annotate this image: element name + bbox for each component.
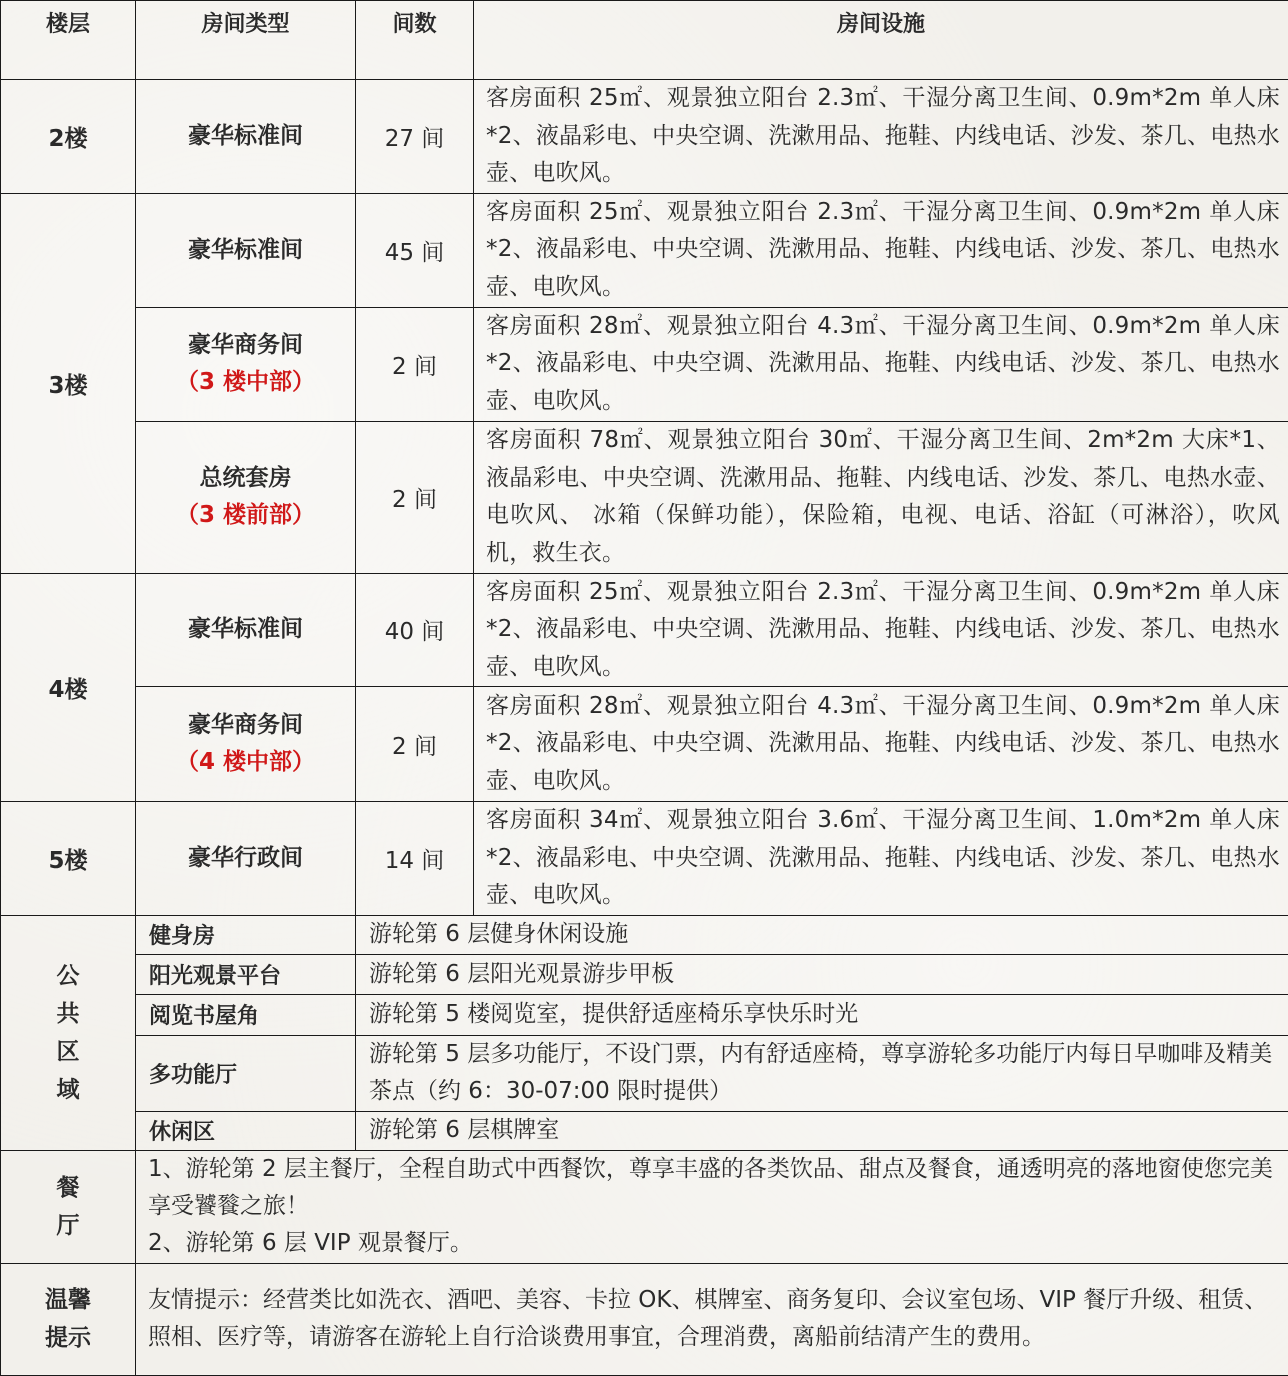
room-location-note: （3 楼前部） (136, 497, 355, 534)
room-location-note: （3 楼中部） (136, 364, 355, 401)
floor-4: 4楼 (1, 573, 136, 802)
tips-row (1, 1263, 1288, 1375)
room-type-name: 豪华商务间 (188, 712, 303, 738)
room-count: 27 间 (356, 80, 474, 194)
room-facilities: 客房面积 78㎡、观景独立阳台 30㎡、干湿分离卫生间、2m*2m 大床*1、液晶彩电、中央空调、洗漱用品、拖鞋、内线电话、沙发、茶几、电热水壶、电吹风、 冰箱（保鲜功能），保险箱，电视、电话、浴缸（可淋浴），吹风机，救生衣。 (474, 421, 1288, 573)
room-type (136, 80, 356, 194)
room-count: 14 间 (356, 802, 474, 916)
tips-label (1, 1263, 136, 1375)
public-area-desc: 游轮第 5 层多功能厅，不设门票，内有舒适座椅，尊享游轮多功能厅内每日早咖啡及精美茶点（约 6：30-07:00 限时提供） (356, 1035, 1288, 1111)
room-type-name: 总统套房 (200, 465, 292, 491)
room-facilities: 客房面积 28㎡、观景独立阳台 4.3㎡、干湿分离卫生间、0.9m*2m 单人床*2、液晶彩电、中央空调、洗漱用品、拖鞋、内线电话、沙发、茶几、电热水壶、电吹风。 (474, 307, 1288, 421)
room-type-name: 豪华商务间 (188, 332, 303, 358)
public-area-row (1, 994, 1288, 1035)
tips-text: 友情提示：经营类比如洗衣、酒吧、美容、卡拉 OK、棋牌室、商务复印、会议室包场、VIP 餐厅升级、租赁、照相、医疗等，请游客在游轮上自行洽谈费用事宜，合理消费，离船前结清产生的费用。 (136, 1263, 1288, 1375)
header-room-type: 房间类型 (136, 1, 356, 80)
room-type (136, 193, 356, 307)
dining-label (1, 1150, 136, 1263)
public-area-row (1, 1111, 1288, 1150)
dining-info (136, 1150, 1288, 1263)
public-area-name: 多功能厅 (136, 1035, 356, 1111)
table-row (1, 687, 1288, 802)
room-count: 2 间 (356, 421, 474, 573)
dining-line-1: 1、游轮第 2 层主餐厅，全程自助式中西餐饮，尊享丰盛的各类饮品、甜点及餐食，通透明亮的落地窗使您完美享受饕餮之旅！ (148, 1151, 1280, 1225)
table-row (1, 193, 1288, 307)
public-area-name: 健身房 (136, 915, 356, 954)
dining-line-2: 2、游轮第 6 层 VIP 观景餐厅。 (148, 1225, 1280, 1262)
room-facilities: 客房面积 34㎡、观景独立阳台 3.6㎡、干湿分离卫生间、1.0m*2m 单人床*2、液晶彩电、中央空调、洗漱用品、拖鞋、内线电话、沙发、茶几、电热水壶、电吹风。 (474, 802, 1288, 916)
room-facilities: 客房面积 25㎡、观景独立阳台 2.3㎡、干湿分离卫生间、0.9m*2m 单人床*2、液晶彩电、中央空调、洗漱用品、拖鞋、内线电话、沙发、茶几、电热水壶、电吹风。 (474, 573, 1288, 687)
tips-label-text: 温馨提示 (44, 1281, 92, 1357)
table-row (1, 80, 1288, 194)
room-count: 40 间 (356, 573, 474, 687)
public-area-row (1, 915, 1288, 954)
header-facilities: 房间设施 (474, 1, 1288, 80)
public-area-row (1, 954, 1288, 994)
public-area-desc: 游轮第 6 层阳光观景游步甲板 (356, 954, 1288, 994)
room-count: 2 间 (356, 687, 474, 802)
header-floor: 楼层 (1, 1, 136, 80)
table-row (1, 573, 1288, 687)
public-area-name: 阅览书屋角 (136, 994, 356, 1035)
room-type (136, 573, 356, 687)
room-location-note: （4 楼中部） (136, 744, 355, 781)
table-row (1, 307, 1288, 421)
public-area-row (1, 1035, 1288, 1111)
room-count: 45 间 (356, 193, 474, 307)
room-type (136, 421, 356, 573)
room-type-name: 豪华标准间 (188, 123, 303, 149)
public-area-label (1, 915, 136, 1150)
public-area-desc: 游轮第 6 层棋牌室 (356, 1111, 1288, 1150)
floor-5: 5楼 (1, 802, 136, 916)
room-facilities: 客房面积 25㎡、观景独立阳台 2.3㎡、干湿分离卫生间、0.9m*2m 单人床*2、液晶彩电、中央空调、洗漱用品、拖鞋、内线电话、沙发、茶几、电热水壶、电吹风。 (474, 80, 1288, 194)
floor-3: 3楼 (1, 193, 136, 573)
table-row (1, 802, 1288, 916)
dining-label-text: 餐厅 (56, 1169, 80, 1245)
public-area-name: 阳光观景平台 (136, 954, 356, 994)
room-type (136, 802, 356, 916)
room-type (136, 307, 356, 421)
room-type-name: 豪华标准间 (188, 616, 303, 642)
public-area-label-text: 公共区域 (56, 957, 80, 1109)
floor-2: 2楼 (1, 80, 136, 194)
table-row (1, 421, 1288, 573)
dining-row (1, 1150, 1288, 1263)
room-type (136, 687, 356, 802)
room-facilities: 客房面积 28㎡、观景独立阳台 4.3㎡、干湿分离卫生间、0.9m*2m 单人床*2、液晶彩电、中央空调、洗漱用品、拖鞋、内线电话、沙发、茶几、电热水壶、电吹风。 (474, 687, 1288, 802)
public-area-desc: 游轮第 6 层健身休闲设施 (356, 915, 1288, 954)
public-area-name: 休闲区 (136, 1111, 356, 1150)
room-facilities: 客房面积 25㎡、观景独立阳台 2.3㎡、干湿分离卫生间、0.9m*2m 单人床*2、液晶彩电、中央空调、洗漱用品、拖鞋、内线电话、沙发、茶几、电热水壶、电吹风。 (474, 193, 1288, 307)
public-area-desc: 游轮第 5 楼阅览室，提供舒适座椅乐享快乐时光 (356, 994, 1288, 1035)
room-count: 2 间 (356, 307, 474, 421)
room-type-name: 豪华行政间 (188, 845, 303, 871)
header-row (1, 1, 1288, 80)
header-count: 间数 (356, 1, 474, 80)
room-type-name: 豪华标准间 (188, 237, 303, 263)
